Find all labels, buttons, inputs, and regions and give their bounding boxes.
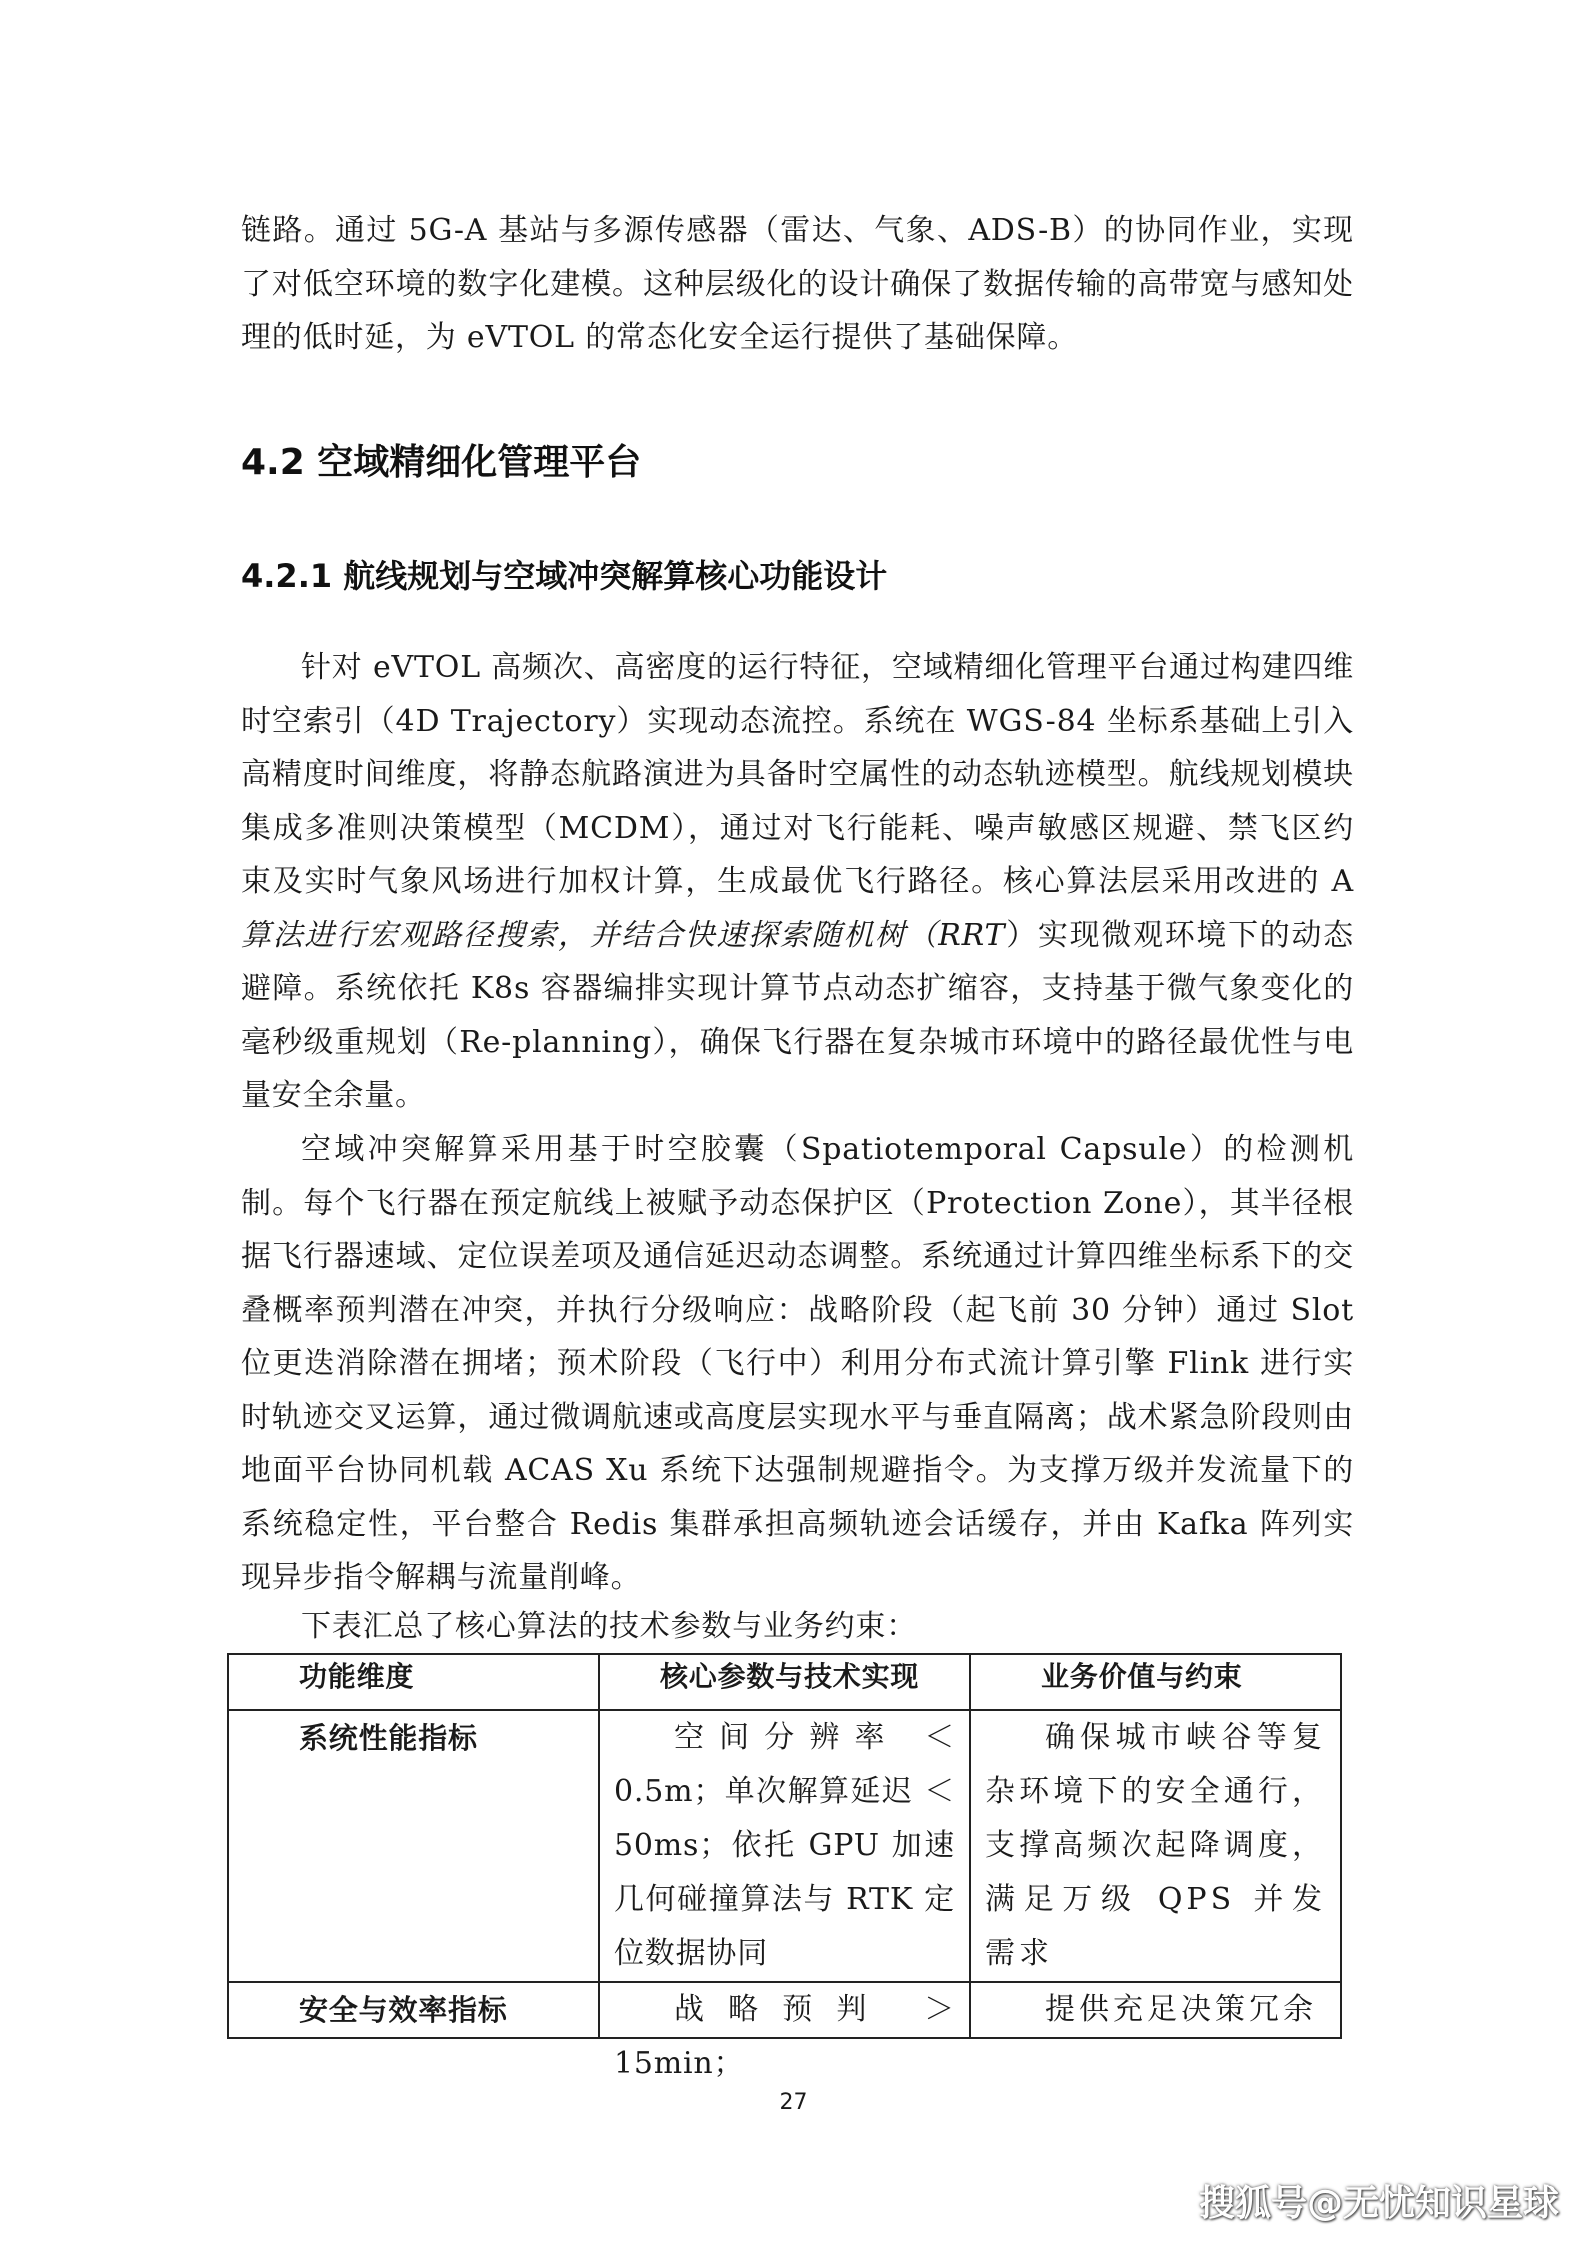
- table-header-row: [228, 1654, 1341, 1710]
- table-row: [228, 1982, 1341, 2038]
- row-params: 空间分辨率 ＜ 0.5m；单次解算延迟 ＜ 50ms；依托 GPU 加速几何碰撞算法与 RTK 定位数据协同: [599, 1710, 970, 1982]
- row-dimension-text: 安全与效率指标: [299, 1993, 508, 2027]
- row-params-text: 战略预判 ＞ 15min；: [614, 1992, 955, 2081]
- subsection-heading: 4.2.1 航线规划与空域冲突解算核心功能设计: [241, 557, 888, 595]
- parameters-table: [227, 1653, 1342, 2081]
- paragraph-1-part-b: ）实现微观环境下的动态避障。系统依托 K8s 容器编排实现计算节点动态扩缩容，支持基于微气象变化的毫秒级重规划（Re-planning），确保飞行器在复杂城市环境中的路径最优性与电量安全余量。: [241, 917, 1354, 1113]
- paragraph-conflict-resolution: 空域冲突解算采用基于时空胶囊（Spatiotemporal Capsule）的检测机制。每个飞行器在预定航线上被赋予动态保护区（Protection Zone），其半径根据飞行器速域、定位误差项及通信延迟动态调整。系统通过计算四维坐标系下的交叠概率预判潜在冲突，并执行分级响应：战略阶段（起飞前 30 分钟）通过 Slot 位更迭消除潜在拥堵；预术阶段（飞行中）利用分布式流计算引擎 Flink 进行实时轨迹交叉运算，通过微调航速或高度层实现水平与垂直隔离；战术紧急阶段则由地面平台协同机载 ACAS Xu 系统下达强制规避指令。为支撑万级并发流量下的系统稳定性，平台整合 Redis 集群承担高频轨迹会话缓存，并由 Kafka 阵列实现异步指令解耦与流量削峰。: [241, 1132, 1354, 1595]
- row-value-text: 提供充足决策冗余: [1045, 1992, 1317, 2027]
- header-dimension: 功能维度: [228, 1654, 599, 1710]
- paragraph-1-italic: 算法进行宏观路径搜索，并结合快速探索随机树（RRT: [241, 917, 1006, 953]
- section-heading: 4.2 空域精细化管理平台: [241, 442, 642, 483]
- row-params: [599, 1982, 970, 2081]
- paragraph-route-planning: [241, 641, 1354, 1123]
- watermark: 搜狐号@无忧知识星球: [1198, 2183, 1559, 2224]
- paragraph-1-part-a: 针对 eVTOL 高频次、高密度的运行特征，空域精细化管理平台通过构建四维时空索引（4D Trajectory）实现动态流控。系统在 WGS-84 坐标系基础上引入高精度时间维度，将静态航路演进为具备时空属性的动态轨迹模型。航线规划模块集成多准则决策模型（MCDM），通过对飞行能耗、噪声敏感区规避、禁飞区约束及实时气象风场进行加权计算，生成最优飞行路径。核心算法层采用改进的 A: [241, 650, 1354, 899]
- row-value: [970, 1982, 1341, 2038]
- intro-paragraph: 链路。通过 5G-A 基站与多源传感器（雷达、气象、ADS-B）的协同作业，实现了对低空环境的数字化建模。这种层级化的设计确保了数据传输的高带宽与感知处理的低时延，为 eVTOL 的常态化安全运行提供了基础保障。: [241, 213, 1354, 355]
- header-params: 核心参数与技术实现: [599, 1654, 970, 1710]
- table-row: [228, 1710, 1341, 1982]
- page-number: 27: [779, 2090, 808, 2115]
- header-value: 业务价值与约束: [970, 1654, 1341, 1710]
- row-dimension: [228, 1982, 599, 2038]
- row-value: 确保城市峡谷等复杂环境下的安全通行，支撑高频次起降调度，满足万级 QPS 并发需求: [970, 1710, 1341, 1982]
- table-intro: 下表汇总了核心算法的技术参数与业务约束：: [301, 1609, 917, 1644]
- row-dimension: 系统性能指标: [228, 1710, 599, 1982]
